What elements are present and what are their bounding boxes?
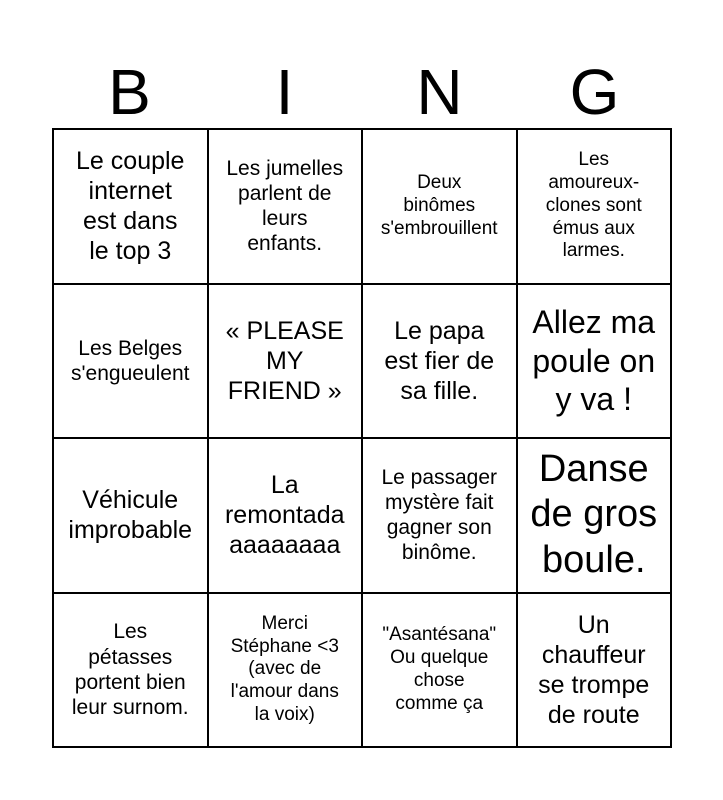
bingo-cell-r1c1[interactable] — [54, 130, 209, 285]
cell-text: Danse de gros boule. — [530, 447, 658, 582]
bingo-cell-r2c3[interactable] — [363, 285, 518, 440]
bingo-cell-r1c4[interactable] — [518, 130, 673, 285]
cell-text: Le couple internet est dans le top 3 — [76, 147, 185, 266]
title-letter-g: G — [569, 56, 620, 128]
title-letter-b: B — [108, 56, 151, 128]
bingo-cell-r1c3[interactable] — [363, 130, 518, 285]
bingo-board — [52, 128, 672, 748]
bingo-cell-r4c3[interactable] — [363, 594, 518, 749]
cell-text: Merci Stéphane <3 (avec de l'amour dans la voix) — [230, 612, 339, 725]
bingo-cell-r3c4[interactable] — [518, 439, 673, 594]
bingo-cell-r2c2[interactable] — [209, 285, 364, 440]
cell-text: Le papa est fier de sa fille. — [384, 316, 495, 405]
bingo-cell-r4c4[interactable] — [518, 594, 673, 749]
cell-text: Le passager mystère fait gagner son binôme. — [381, 465, 498, 565]
bingo-cell-r3c2[interactable] — [209, 439, 364, 594]
bingo-cell-r1c2[interactable] — [209, 130, 364, 285]
cell-text: Deux binômes s'embrouillent — [380, 172, 498, 239]
cell-text: "Asantésana" Ou quelque chose comme ça — [382, 624, 497, 714]
bingo-title — [52, 50, 672, 130]
bingo-cell-r2c1[interactable] — [54, 285, 209, 440]
cell-text: Véhicule improbable — [68, 486, 193, 545]
title-letter-i: I — [275, 56, 294, 128]
bingo-cell-r3c3[interactable] — [363, 439, 518, 594]
cell-text: Les jumelles parlent de leurs enfants. — [226, 156, 344, 256]
bingo-cell-r2c4[interactable] — [518, 285, 673, 440]
bingo-cell-r4c1[interactable] — [54, 594, 209, 749]
cell-text: « PLEASE MY FRIEND » — [225, 316, 344, 405]
bingo-cell-r3c1[interactable] — [54, 439, 209, 594]
cell-text: Les pétasses portent bien leur surnom. — [71, 620, 189, 719]
cell-text: La remontada aaaaaaaa — [224, 471, 345, 560]
title-letter-n: N — [416, 56, 463, 128]
cell-text: Un chauffeur se trompe de route — [538, 610, 650, 729]
bingo-cell-r4c2[interactable] — [209, 594, 364, 749]
cell-text: Les amoureux- clones sont émus aux larmes. — [545, 149, 642, 262]
cell-text: Les Belges s'engueulent — [71, 336, 190, 385]
cell-text: Allez ma poule on y va ! — [532, 304, 656, 417]
